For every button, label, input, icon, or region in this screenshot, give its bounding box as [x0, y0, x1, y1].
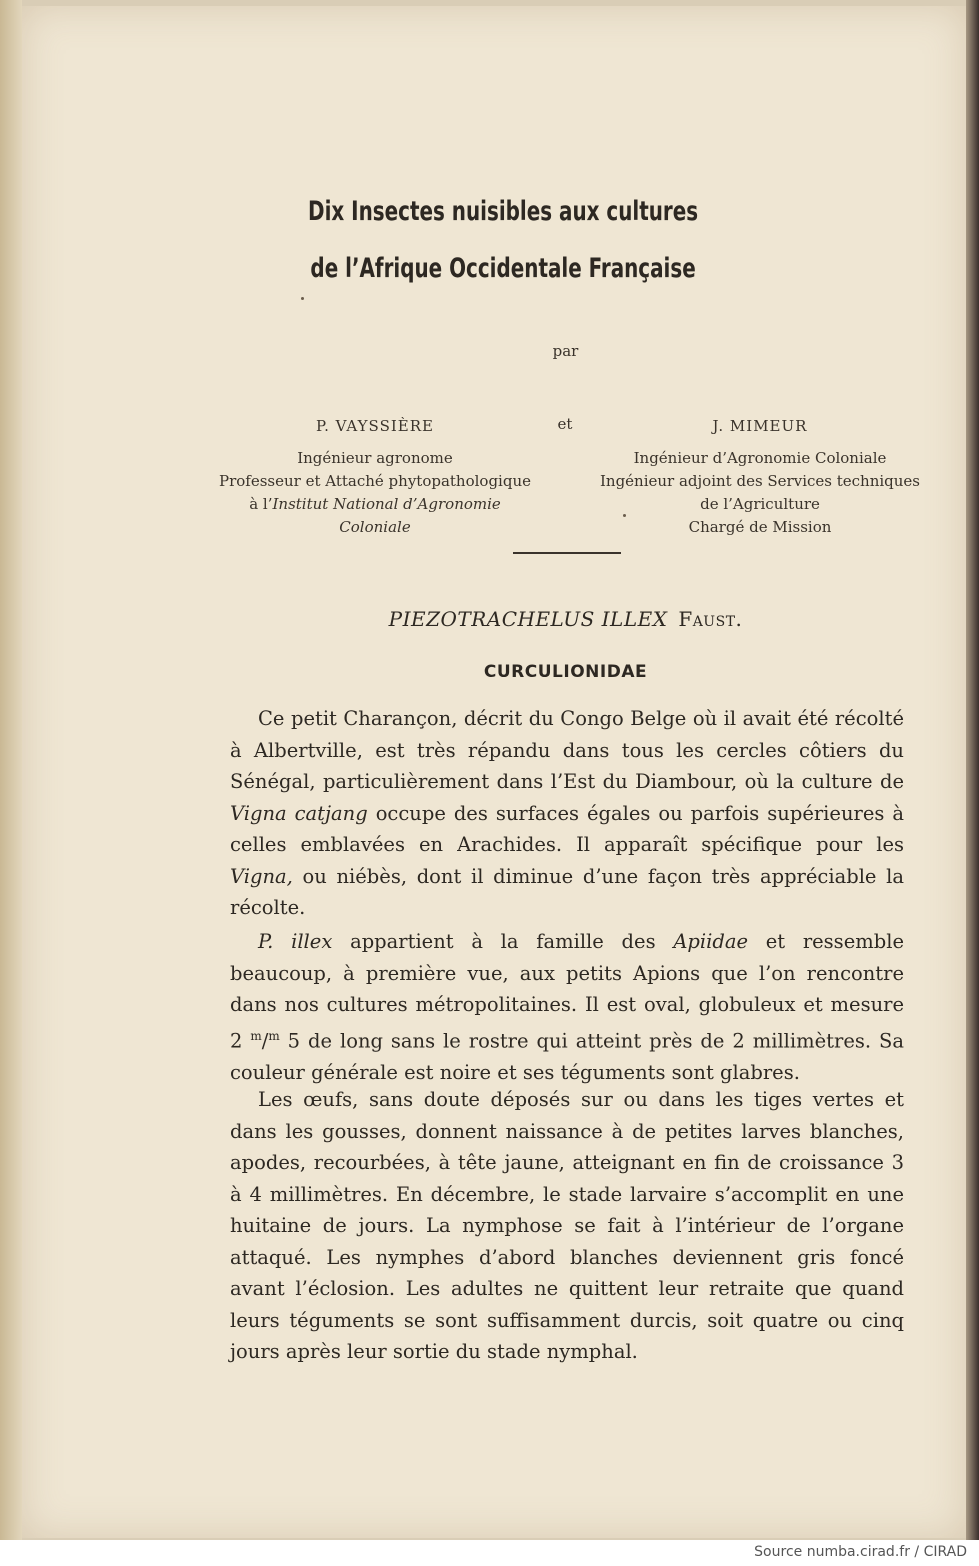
page-left-edge: [0, 0, 22, 1540]
paragraph-1-text-a: Ce petit Charançon, décrit du Congo Belge où il avait été récolté à Albertville, est très répandu dans tous les cercles côtiers du Sénégal, particulièrement dans l’Est du Diambour, où la culture de: [230, 707, 904, 793]
title-line-2: de l’Afrique Occidentale Française: [310, 253, 696, 284]
unit-slash: /: [261, 1029, 269, 1052]
author-left-title-3-prefix: à l’: [249, 495, 273, 513]
byline-par: par: [552, 342, 579, 360]
author-left: [180, 415, 570, 539]
byline-et: et: [557, 415, 573, 433]
unit-denominator: m: [268, 1028, 280, 1043]
author-right-title-3: de l’Agriculture: [700, 495, 820, 513]
paragraph-2-text-a: appartient à la famille des: [332, 930, 674, 953]
speck: [301, 297, 304, 300]
paragraph-1: [230, 703, 904, 924]
author-right-title-4: Chargé de Mission: [688, 518, 832, 536]
section-divider: [513, 552, 621, 554]
author-right-title-2: Ingénieur adjoint des Services techniques: [599, 472, 921, 490]
species-author: Faust.: [678, 607, 743, 631]
author-left-title-1: Ingénieur agronome: [297, 449, 453, 467]
unit-numerator: m: [250, 1028, 262, 1043]
paragraph-3: Les œufs, sans doute déposés sur ou dans les tiges vertes et dans les gousses, donnent naissance à de petites larves blanches, apodes, recourbées, à tête jaune, atteignant en fin de croissance 3 à 4 millimètres. En décembre, le stade larvaire s’accomplit en une huitaine de jours. La nymphose se fait à l’intérieur de l’organe attaqué. Les nymphes d’abord blanches deviennent gris foncé avant l’éclosion. Les adultes ne quittent leur retraite que quand leurs téguments se sont suffisamment durcis, soit quatre ou cinq jours après leur sortie du stade nymphal.: [230, 1088, 904, 1363]
author-left-title-4: Coloniale: [339, 518, 411, 536]
paragraph-2-text-c: 5 de long sans le rostre qui atteint près de 2 millimètres. Sa couleur générale est noire et ses téguments sont glabres.: [230, 1029, 905, 1084]
source-credit: Source numba.cirad.fr / CIRAD: [754, 1544, 967, 1560]
author-right: [545, 415, 975, 539]
author-left-name: P. VAYSSIÈRE: [316, 417, 434, 435]
author-left-institute: Institut National d’Agronomie: [272, 495, 501, 513]
paragraph-2-italic-1: P. illex: [258, 930, 333, 953]
paragraph-1-text-c: ou niébès, dont il diminue d’une façon très appréciable la récolte.: [230, 864, 904, 919]
title-line-1: Dix Insectes nuisibles aux cultures: [308, 196, 699, 227]
book-cover-edge: [966, 0, 979, 1540]
author-right-name: J. MIMEUR: [712, 417, 808, 435]
family-heading: CURCULIONIDAE: [483, 662, 648, 682]
paragraph-1-italic-1: Vigna catjang: [230, 801, 368, 825]
species-name: PIEZOTRACHELUS ILLEX: [388, 607, 668, 631]
author-left-title-3: [180, 493, 570, 516]
paragraph-1-italic-2: Vigna,: [230, 864, 293, 888]
author-right-title-1: Ingénieur d’Agronomie Coloniale: [633, 449, 887, 467]
paragraph-2: [230, 926, 904, 1088]
species-heading: [0, 607, 979, 631]
paragraph-2-text-b: et ressemble beaucoup, à première vue, aux petits Apions que l’on rencontre dans nos cultures métropolitaines. Il est oval, globuleux et mesure 2: [230, 930, 904, 1052]
author-left-title-2: Professeur et Attaché phytopathologique: [219, 472, 531, 490]
paragraph-2-italic-2: Apiidae: [673, 930, 748, 953]
paragraph-1-text-b: occupe des surfaces égales ou parfois supérieures à celles emblavées en Arachides. Il apparaît spécifique pour les: [230, 801, 904, 856]
